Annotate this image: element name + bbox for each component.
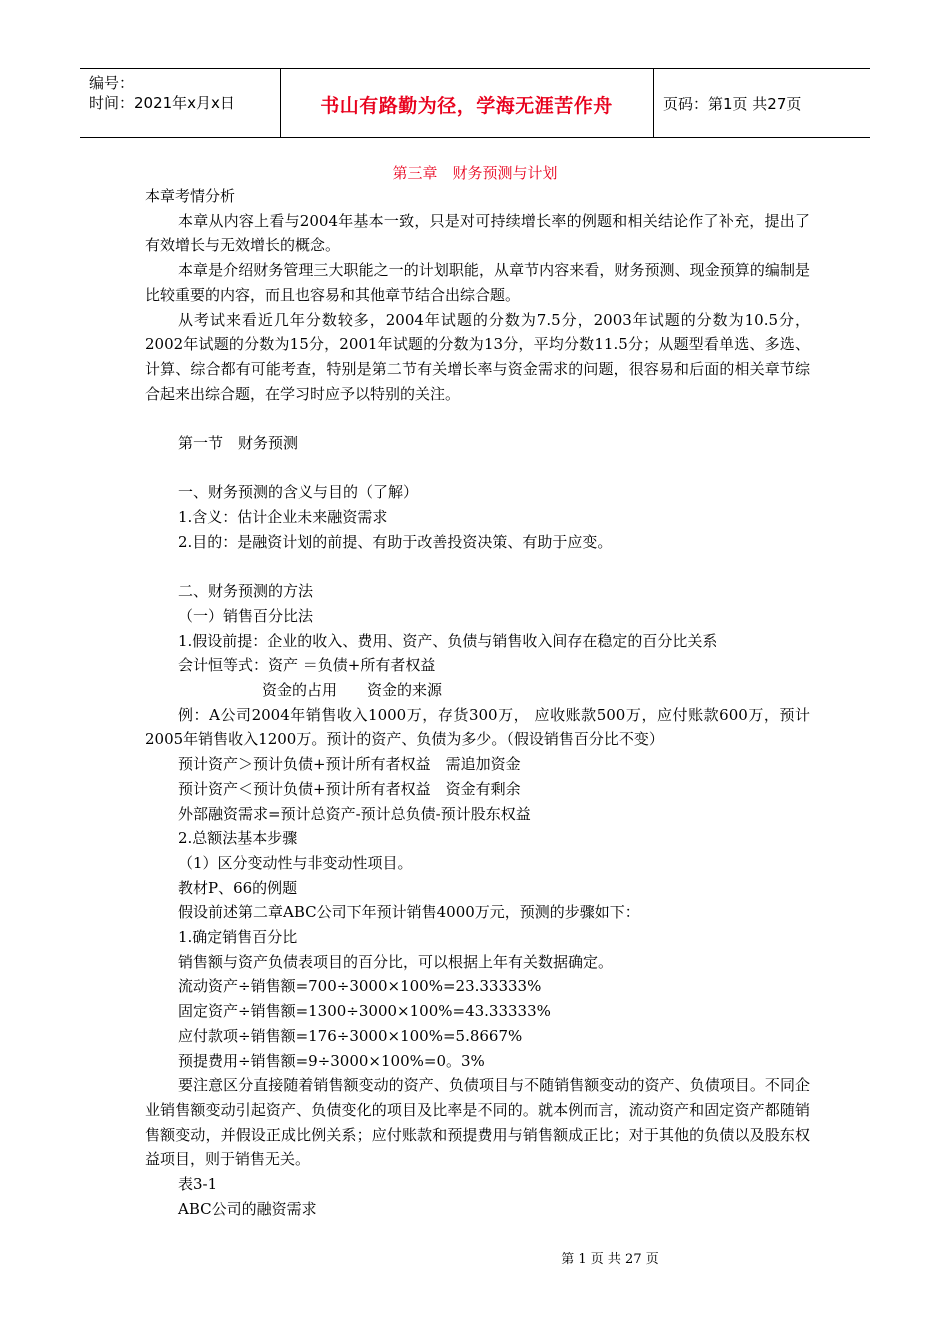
paragraph: 本章考情分析	[145, 187, 236, 205]
paragraph: 一、财务预测的含义与目的（了解）	[178, 483, 419, 502]
paragraph: 二、财务预测的方法	[178, 582, 314, 601]
paragraph: 2.目的：是融资计划的前提、有助于改善投资决策、有助于应变。	[178, 532, 613, 551]
paragraph: ABC公司的融资需求	[178, 1199, 317, 1218]
paragraph: 第一节 财务预测	[178, 434, 299, 453]
paragraph: （1）区分变动性与非变动性项目。	[178, 853, 413, 872]
paragraph: 2.总额法基本步骤	[178, 829, 298, 848]
paragraph: 销售额与资产负债表项目的百分比，可以根据上年有关数据确定。	[178, 952, 614, 971]
header-divider	[653, 69, 654, 137]
paragraph: 要注意区分直接随着销售额变动的资产、负债项目与不随销售额变动的资产、负债项目。不同企业销售额变动引起资产、负债变化的项目及比率是不同的。就本例而言，流动资产和固定资产都随销售额变动，并假设正成比例关系；应付账款和预提费用与销售额成正比；对于其他的负债以及股东权益项目，则于销售无关。	[145, 1076, 810, 1169]
header-page-info: 页码：第1页 共27页	[663, 95, 802, 113]
paragraph: 1.确定销售百分比	[178, 928, 298, 947]
paragraph: 流动资产÷销售额=700÷3000×100%=23.33333%	[178, 977, 542, 996]
paragraph: 1.假设前提：企业的收入、费用、资产、负债与销售收入间存在稳定的百分比关系	[178, 631, 718, 650]
paragraph: 1.含义：估计企业未来融资需求	[178, 508, 388, 527]
header-motto: 书山有路勤为径，学海无涯苦作舟	[320, 95, 613, 117]
paragraph: 表3-1	[178, 1175, 218, 1194]
paragraph: 固定资产÷销售额=1300÷3000×100%=43.33333%	[178, 1002, 551, 1021]
paragraph: 从考试来看近几年分数较多，2004年试题的分数为7.5分，2003年试题的分数为10.5分，2002年试题的分数为15分，2001年试题的分数为13分，平均分数11.5分；从题型看单选、多选、计算、综合都有可能考查，特别是第二节有关增长率与资金需求的问题，很容易和后面的相关章节综合起来出综合题，在学习时应予以特别的关注。	[145, 310, 810, 403]
header-meta	[89, 73, 235, 113]
paragraph: 教材P、66的例题	[178, 878, 298, 897]
date-label: 时间：2021年x月x日	[89, 94, 235, 112]
paragraph: 本章从内容上看与2004年基本一致，只是对可持续增长率的例题和相关结论作了补充，提出了有效增长与无效增长的概念。	[145, 211, 810, 255]
blank-line	[145, 406, 810, 431]
chapter-title: 第三章 财务预测与计划	[392, 164, 558, 182]
paragraph: 会计恒等式：资产 ＝负债+所有者权益	[178, 656, 436, 675]
blank-line	[145, 555, 810, 580]
paragraph: 资金的占用 资金的来源	[262, 681, 443, 700]
page-header	[80, 68, 870, 138]
paragraph: （一）销售百分比法	[178, 606, 314, 625]
paragraph: 例：A公司2004年销售收入1000万，存货300万， 应收账款500万，应付账款600万，预计2005年销售收入1200万。预计的资产、负债为多少。（假设销售百分比不变）	[145, 705, 810, 749]
paragraph: 应付款项÷销售额=176÷3000×100%=5.8667%	[178, 1026, 523, 1045]
paragraph: 假设前述第二章ABC公司下年预计销售4000万元，预测的步骤如下：	[178, 903, 640, 922]
page-footer: 第 1 页 共 27 页	[561, 1252, 659, 1267]
paragraph: 预计资产＞预计负债+预计所有者权益 需追加资金	[178, 755, 521, 774]
paragraph: 预提费用÷销售额=9÷3000×100%=0。3%	[178, 1051, 485, 1070]
blank-line	[145, 456, 810, 481]
paragraph: 本章是介绍财务管理三大职能之一的计划职能，从章节内容来看，财务预测、现金预算的编制是比较重要的内容，而且也容易和其他章节结合出综合题。	[145, 261, 810, 304]
number-label: 编号：	[89, 74, 135, 92]
paragraph: 外部融资需求=预计总资产-预计总负债-预计股东权益	[178, 804, 531, 823]
paragraph: 预计资产＜预计负债+预计所有者权益 资金有剩余	[178, 779, 521, 798]
document-body	[145, 184, 810, 1221]
